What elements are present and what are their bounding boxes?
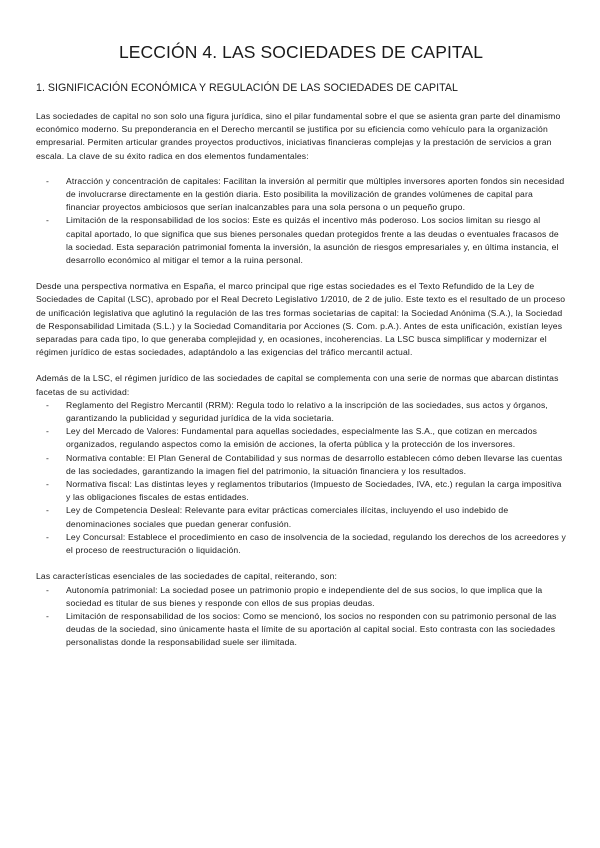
list-dash-marker: - (46, 584, 50, 595)
list-dash-marker: - (46, 426, 50, 437)
list-dash-marker: - (46, 175, 50, 186)
characteristics-paragraph: Las características esenciales de las sociedades de capital, reiterando, son: (36, 571, 338, 582)
list-item-text: Limitación de la responsabilidad de los socios: Este es quizás el incentivo más poderoso. Los socios limitan su riesgo al capital aportado, lo que significa que sus bienes personales quedan protegidos frente a las deudas o eventuales fracasos de la sociedad. Esta separación patrimonial fomenta la inversión, la asunción de riesgos empresariales y, en última instancia, el desarrollo económico al mitigar el temor a la ruina personal. (66, 215, 559, 266)
list-item (36, 478, 566, 504)
list-item-text: Ley de Competencia Desleal: Relevante para evitar prácticas comerciales ilícitas, incluyendo el uso indebido de denominaciones sociales que puedan generar confusión. (66, 505, 509, 529)
list-dash-marker: - (46, 452, 50, 463)
list-item (36, 425, 566, 451)
list-item-text: Normativa fiscal: Las distintas leyes y reglamentos tributarios (Impuesto de Sociedades, IVA, etc.) regulan la carga impositiva y las obligaciones fiscales de estas entidades. (66, 479, 562, 503)
list-item-text: Ley del Mercado de Valores: Fundamental para aquellas sociedades, especialmente las S.A., que cotizan en mercados organizados, regulando aspectos como la emisión de acciones, la oferta pública y la protección de los inversores. (66, 426, 538, 450)
list-dash-marker: - (46, 215, 50, 226)
intro-paragraph: Las sociedades de capital no son solo una figura jurídica, sino el pilar fundamental sobre el que se asienta gran parte del dinamismo económico moderno. Su preponderancia en el Derecho mercantil se justifica por su eficiencia como vehículo para la organización empresarial. Permiten articular grandes proyectos productivos, iniciativas financieras complejas y la prestación de servicios a gran escala. La clave de su éxito radica en dos elementos fundamentales: (36, 111, 561, 161)
list-item-text: Normativa contable: El Plan General de Contabilidad y sus normas de desarrollo establecen cómo deben llevarse las cuentas de las sociedades, garantizando la imagen fiel del patrimonio, la situación financiera y los resultados. (66, 452, 563, 476)
list-item-text: Ley Concursal: Establece el procedimiento en caso de insolvencia de la sociedad, regulando los derechos de los acreedores y el proceso de reestructuración o liquidación. (66, 531, 566, 556)
list-item-text: Atracción y concentración de capitales: Facilitan la inversión al permitir que múltiples inversores aporten fondos sin necesidad de involucrarse directamente en la gestión diaria. Esto posibilita la movilización de grandes volúmenes de capital para financiar proyectos ambiciosos que serían inalcanzables para una sola persona o un pequeño grupo. (66, 175, 565, 213)
list-dash-marker: - (46, 610, 50, 621)
complementary-norms-list (36, 399, 566, 557)
list-item-text: Limitación de responsabilidad de los socios: Como se mencionó, los socios no responden con su patrimonio personal de las deudas de la sociedad, sino únicamente hasta el límite de su aportación al capital social. Esto contrasta con las sociedades personalistas donde la responsabilidad suele ser ilimitada. (66, 610, 557, 648)
list-dash-marker: - (46, 531, 50, 542)
list-item (36, 610, 566, 650)
normative-paragraph: Desde una perspectiva normativa en España, el marco principal que rige estas sociedades es el Texto Refundido de la Ley de Sociedades de Capital (LSC), aprobado por el Real Decreto Legislativo 1/2010, de 2 de julio. Este texto es el resultado de un proceso de unificación legislativa que aglutinó la regulación de las tres formas societarias de capital: la Sociedad Anónima (S.A.), la Sociedad de Responsabilidad Limitada (S.L.) y la Sociedad Comanditaria por Acciones (S. Com. p.A.). Antes de esta unificación, existían leyes separadas para cada tipo, lo que generaba complejidad y, en ocasiones, incoherencias. La LSC busca simplificar y modernizar el régimen jurídico de estas sociedades, adaptándolo a las exigencias del tráfico mercantil actual. (36, 281, 566, 358)
complement-paragraph: Además de la LSC, el régimen jurídico de las sociedades de capital se complementa con una serie de normas que abarcan distintas facetas de su actividad: (36, 373, 559, 397)
list-item (36, 584, 566, 610)
page-title: LECCIÓN 4. LAS SOCIEDADES DE CAPITAL (118, 42, 484, 62)
list-item (36, 175, 566, 215)
list-item (36, 399, 566, 425)
list-item-text: Autonomía patrimonial: La sociedad posee un patrimonio propio e independiente del de sus socios, lo que implica que la sociedad es titular de sus bienes y responde con ellos de sus propias deudas. (66, 584, 543, 608)
list-item (36, 452, 566, 478)
list-dash-marker: - (46, 399, 50, 410)
list-item-text: Reglamento del Registro Mercantil (RRM): Regula todo lo relativo a la inscripción de las sociedades, sus actos y órganos, garantizando la publicidad y seguridad jurídica de la vida societaria. (66, 399, 548, 424)
characteristics-list (36, 584, 566, 650)
list-item (36, 531, 566, 557)
section-heading: 1. SIGNIFICACIÓN ECONÓMICA Y REGULACIÓN DE LAS SOCIEDADES DE CAPITAL (36, 82, 458, 94)
list-dash-marker: - (46, 505, 50, 516)
list-dash-marker: - (46, 479, 50, 490)
list-item (36, 214, 566, 267)
fundamentals-list (36, 175, 566, 267)
list-item (36, 504, 566, 530)
